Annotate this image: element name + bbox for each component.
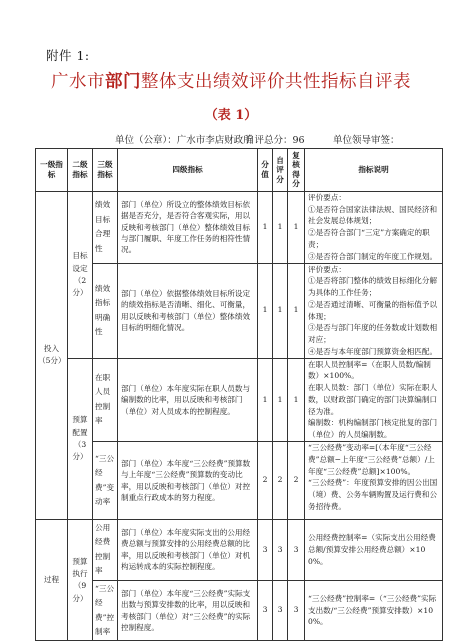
review-score-cell: 3 xyxy=(288,580,305,641)
score-cell: 2 xyxy=(258,442,273,520)
note-cell: “三公经费”控制率=（“三公经费”实际支出数/“三公经费”预算安排数）×100%。 xyxy=(305,580,443,641)
header-note: 指标说明 xyxy=(305,149,443,192)
page-title xyxy=(0,68,462,93)
header-review-score: 复核得分 xyxy=(288,149,305,192)
level2-target: 目标设定（2分） xyxy=(68,191,93,358)
level3-cell: 公用经费控制率 xyxy=(93,520,118,581)
header-level4: 四级指标 xyxy=(118,149,258,192)
level4-cell: 部门（单位）依据整体绩效目标所设定的绩效指标是否清晰、细化、可衡量，用以反映和考核部门（单位）整体绩效目标的明细化情况。 xyxy=(118,263,258,358)
self-score-cell: 1 xyxy=(273,191,288,263)
self-score-cell: 1 xyxy=(273,263,288,358)
score-cell: 1 xyxy=(258,191,273,263)
title-bold: 部门 xyxy=(105,72,141,92)
level1-process: 过程 xyxy=(36,520,68,641)
score-cell: 1 xyxy=(258,358,273,441)
self-score-total: 自评总分：96 xyxy=(245,135,305,146)
leader-signature: 单位领导审签： xyxy=(333,135,400,146)
header-row xyxy=(36,149,443,192)
table-row xyxy=(36,442,443,520)
title-suffix: 整体支出绩效评价共性指标自评表 xyxy=(141,72,411,92)
review-score-cell: 2 xyxy=(288,442,305,520)
level3-cell: 在职人员控制率 xyxy=(93,358,118,441)
note-cell: 公用经费控制率=（实际支出公用经费总额/预算安排公用经费总额）×100%。 xyxy=(305,520,443,581)
table-row xyxy=(36,263,443,358)
header-level1: 一级指标 xyxy=(36,149,68,192)
level2-exec: 预算执行（9分） xyxy=(68,520,93,641)
self-score-cell: 2 xyxy=(273,442,288,520)
header-self-score: 自评分 xyxy=(273,149,288,192)
level3-cell: 绩效指标明确性 xyxy=(93,263,118,358)
note-cell: 在职人员控制率=（在职人员数/编制数）×100%。 在职人员数：部门（单位）实际在职人数，以财政部门确定的部门决算编制口径为准。 编制数：机构编制部门核定批复的部门（单位）的人员编制数。 xyxy=(305,358,443,441)
table-row xyxy=(36,191,443,263)
score-cell: 3 xyxy=(258,580,273,641)
score-cell: 3 xyxy=(258,520,273,581)
score-cell: 1 xyxy=(258,263,273,358)
header-level3: 三级指标 xyxy=(93,149,118,192)
attachment-label: 附件 1: xyxy=(46,48,90,63)
level3-cell: “三公经费”控制率 xyxy=(93,580,118,641)
level4-cell: 部门（单位）本年度实际在职人员数与编制数的比率，用以反映和考核部门（单位）对人员成本的控制程度。 xyxy=(118,358,258,441)
table-row xyxy=(36,580,443,641)
level4-cell: 部门（单位）本年度“三公经费”实际支出数与预算安排数的比率，用以反映和考核部门（单位）对“三公经费”的实际控制程度。 xyxy=(118,580,258,641)
note-cell: 评价要点： ①是否符合国家法律法规、国民经济和社会发展总体规划； ②是否符合部门“三定”方案确定的职责； ③是否符合部门制定的年度工作规划。 xyxy=(305,191,443,263)
review-score-cell: 1 xyxy=(288,358,305,441)
level3-cell: 绩效目标合理性 xyxy=(93,191,118,263)
table-row xyxy=(36,358,443,441)
level2-budget: 预算配置（3分） xyxy=(68,358,93,519)
review-score-cell: 1 xyxy=(288,191,305,263)
table-number: （表 1） xyxy=(204,108,258,123)
review-score-cell: 3 xyxy=(288,520,305,581)
self-score-cell: 1 xyxy=(273,358,288,441)
header-level2: 二级指标 xyxy=(68,149,93,192)
level4-cell: 部门（单位）本年度“三公经费”预算数与上年度“三公经费”预算数的变动比率，用以反映和考核部门（单位）对控制重点行政成本的努力程度。 xyxy=(118,442,258,520)
level4-cell: 部门（单位）本年度实际支出的公用经费总额与预算安排的公用经费总额的比率，用以反映和考核部门（单位）对机构运转成本的实际控制程度。 xyxy=(118,520,258,581)
review-score-cell: 1 xyxy=(288,263,305,358)
level4-cell: 部门（单位）所设立的整体绩效目标依据是否充分，是否符合客观实际，用以反映和考核部门（单位）整体绩效目标与部门履职、年度工作任务的相符性情况。 xyxy=(118,191,258,263)
self-score-cell: 3 xyxy=(273,520,288,581)
level3-cell: “三公经费”变动率 xyxy=(93,442,118,520)
title-prefix: 广水市 xyxy=(51,72,105,92)
evaluation-table xyxy=(35,148,443,641)
note-cell: 评价要点： ①是否将部门整体的绩效目标细化分解为具体的工作任务； ②是否通过清晰、可衡量的指标值予以体现； ③是否与部门年度的任务数或计划数相对应； ④是否与本年度部门预算资金相匹配。 xyxy=(305,263,443,358)
self-score-cell: 3 xyxy=(273,580,288,641)
level1-input: 投入（5分） xyxy=(36,191,68,519)
table-row xyxy=(36,520,443,581)
header-score: 分值 xyxy=(258,149,273,192)
note-cell: “三公经费”变动率=[（本年度“三公经费”总额−上年度“三公经费”总额）/上年度“三公经费”总额]×100%。 “三公经费”：年度预算安排的因公出国（境）费、公务车辆购置及运行费和公务招待费。 xyxy=(305,442,443,520)
unit-name: 单位（公章）：广水市李店财政所 xyxy=(115,135,253,146)
